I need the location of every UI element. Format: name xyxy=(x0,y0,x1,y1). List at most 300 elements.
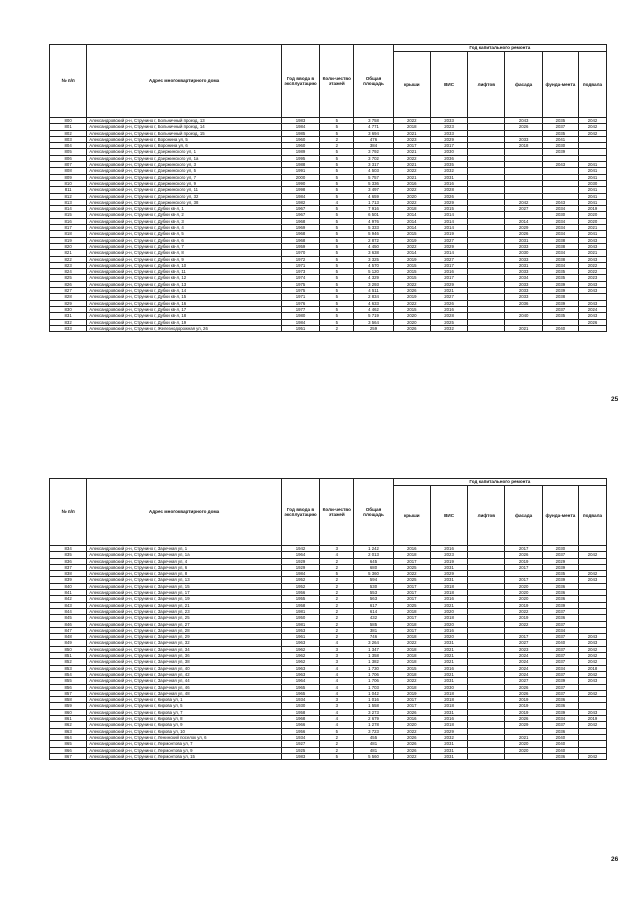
basement-year-cell: 2042 xyxy=(578,653,606,659)
row-number: 802 xyxy=(50,130,87,136)
address-cell: Александровский р-н, Струнино г, Больничный проезд, 14 xyxy=(87,124,282,130)
address-cell: Александровский р-н, Струнино г, Заречная ул, 40 xyxy=(87,665,282,671)
vis-year-cell: 2026 xyxy=(430,193,467,199)
row-number: 829 xyxy=(50,300,87,306)
vis-year-cell: 2016 xyxy=(430,596,467,602)
year-cell: 1971 xyxy=(281,294,319,300)
roof-year-cell: 2020 xyxy=(393,193,430,199)
row-number: 828 xyxy=(50,294,87,300)
foundation-year-cell: 2034 xyxy=(542,262,578,268)
col-year-header: Год ввода в эксплуатацию xyxy=(281,45,319,118)
roof-year-cell: 2018 xyxy=(393,634,430,640)
roof-year-cell: 2014 xyxy=(393,225,430,231)
roof-year-cell: 2026 xyxy=(393,325,430,331)
year-cell: 1981 xyxy=(281,608,319,614)
foundation-year-cell: 2037 xyxy=(542,690,578,696)
vis-year-cell: 2016 xyxy=(430,627,467,633)
foundation-year-cell: 2038 xyxy=(542,256,578,262)
basement-year-cell: 2042 xyxy=(578,124,606,130)
year-cell: 1972 xyxy=(281,256,319,262)
roof-year-cell: 2026 xyxy=(393,709,430,715)
roof-year-cell: 2022 xyxy=(393,155,430,161)
vis-year-cell: 2029 xyxy=(430,136,467,142)
floors-cell: 5 xyxy=(320,269,354,275)
col-floors-header: Коли-чество этажей xyxy=(320,45,354,118)
area-cell: 5 333 xyxy=(354,225,393,231)
vis-year-cell: 2031 xyxy=(430,640,467,646)
row-number: 859 xyxy=(50,703,87,709)
area-cell: 4 503 xyxy=(354,168,393,174)
vis-year-cell: 2014 xyxy=(430,225,467,231)
roof-year-cell: 2020 xyxy=(393,319,430,325)
address-cell: Александровский р-н, Струнино г, Кирова ул, 1 xyxy=(87,697,282,703)
floors-cell: 5 xyxy=(320,294,354,300)
vis-year-cell: 2026 xyxy=(430,300,467,306)
year-cell: 1985 xyxy=(281,130,319,136)
vis-year-cell: 2029 xyxy=(430,728,467,734)
basement-year-cell: 2020 xyxy=(578,218,606,224)
col-lift-header: лифтов xyxy=(468,52,505,118)
vis-year-cell: 2018 xyxy=(430,615,467,621)
address-cell: Александровский р-н, Струнино г, Дубки кв-л, 3 xyxy=(87,218,282,224)
floors-cell: 4 xyxy=(320,640,354,646)
vis-year-cell: 2023 xyxy=(430,124,467,130)
basement-year-cell: 2030 xyxy=(578,180,606,186)
row-number: 851 xyxy=(50,653,87,659)
roof-year-cell: 2026 xyxy=(393,747,430,753)
facade-year-cell: 2021 xyxy=(505,325,542,331)
floors-cell: 5 xyxy=(320,243,354,249)
row-number: 863 xyxy=(50,728,87,734)
foundation-year-cell: 2037 xyxy=(542,608,578,614)
foundation-year-cell: 2038 xyxy=(542,237,578,243)
row-number: 805 xyxy=(50,149,87,155)
area-cell: 530 xyxy=(354,583,393,589)
address-cell: Александровский р-н, Струнино г, Ленинский поселок ул, 6 xyxy=(87,734,282,740)
vis-year-cell: 2017 xyxy=(430,143,467,149)
facade-year-cell: 2019 xyxy=(505,558,542,564)
year-cell: 1968 xyxy=(281,237,319,243)
year-cell: 1983 xyxy=(281,118,319,124)
area-cell: 3 758 xyxy=(354,118,393,124)
address-cell: Александровский р-н, Струнино г, Заречная ул, 38 xyxy=(87,659,282,665)
address-cell: Александровский р-н, Струнино г, Заречная ул, 42 xyxy=(87,671,282,677)
year-cell: 1968 xyxy=(281,231,319,237)
facade-year-cell: 2019 xyxy=(505,615,542,621)
row-number: 804 xyxy=(50,143,87,149)
foundation-year-cell: 2036 xyxy=(542,703,578,709)
vis-year-cell: 2036 xyxy=(430,155,467,161)
vis-year-cell: 2030 xyxy=(430,684,467,690)
row-number: 839 xyxy=(50,577,87,583)
floors-cell: 3 xyxy=(320,546,354,552)
year-cell: 1960 xyxy=(281,143,319,149)
vis-year-cell: 2021 xyxy=(430,288,467,294)
area-cell: 1 730 xyxy=(354,665,393,671)
address-cell: Александровский р-н, Струнино г, Заречная ул, 32 xyxy=(87,640,282,646)
foundation-year-cell: 2034 xyxy=(542,250,578,256)
basement-year-cell: 2043 xyxy=(578,281,606,287)
floors-cell: 5 xyxy=(320,281,354,287)
roof-year-cell: 2022 xyxy=(393,199,430,205)
address-cell: Александровский р-н, Струнино г, Дубки кв-л, 11 xyxy=(87,269,282,275)
vis-year-cell: 2019 xyxy=(430,231,467,237)
facade-year-cell: 2033 xyxy=(505,243,542,249)
foundation-year-cell: 2036 xyxy=(542,728,578,734)
roof-year-cell: 2025 xyxy=(393,564,430,570)
year-cell: 1961 xyxy=(281,634,319,640)
year-cell: 1984 xyxy=(281,319,319,325)
vis-year-cell: 2033 xyxy=(430,118,467,124)
vis-year-cell: 2016 xyxy=(430,716,467,722)
area-cell: 2 679 xyxy=(354,716,393,722)
basement-year-cell: 2041 xyxy=(578,231,606,237)
facade-year-cell: 2034 xyxy=(505,275,542,281)
address-cell: Александровский р-н, Струнино г, Заречная ул, 48 xyxy=(87,690,282,696)
floors-cell: 5 xyxy=(320,262,354,268)
vis-year-cell: 2035 xyxy=(430,162,467,168)
row-number: 867 xyxy=(50,753,87,759)
address-cell: Александровский р-н, Струнино г, Дзержинского ул, 1 xyxy=(87,149,282,155)
roof-year-cell: 2015 xyxy=(393,262,430,268)
address-cell: Александровский р-н, Струнино г, Заречная ул, 1а xyxy=(87,552,282,558)
roof-year-cell: 2014 xyxy=(393,218,430,224)
facade-year-cell: 2020 xyxy=(505,747,542,753)
vis-year-cell: 2018 xyxy=(430,703,467,709)
address-cell: Александровский р-н, Струнино г, Дубки кв-л, 9 xyxy=(87,256,282,262)
row-number: 809 xyxy=(50,174,87,180)
address-cell: Александровский р-н, Струнино г, Дзержинского ул, 1а xyxy=(87,155,282,161)
area-cell: 6 501 xyxy=(354,212,393,218)
roof-year-cell: 2019 xyxy=(393,256,430,262)
address-cell: Александровский р-н, Струнино г, Заречная ул, 17 xyxy=(87,590,282,596)
foundation-year-cell: 2037 xyxy=(542,621,578,627)
vis-year-cell: 2031 xyxy=(430,741,467,747)
facade-year-cell: 2042 xyxy=(505,199,542,205)
foundation-year-cell: 2030 xyxy=(542,546,578,552)
address-cell: Александровский р-н, Струнино г, Воронина ул, 6 xyxy=(87,143,282,149)
roof-year-cell: 2017 xyxy=(393,697,430,703)
row-number: 808 xyxy=(50,168,87,174)
floors-cell: 2 xyxy=(320,741,354,747)
year-cell: 1950 xyxy=(281,615,319,621)
facade-year-cell: 2023 xyxy=(505,646,542,652)
repair-year-group-header: Год капитального ремонта xyxy=(393,45,606,52)
col-roof-header: крыши xyxy=(393,52,430,118)
facade-year-cell: 2027 xyxy=(505,640,542,646)
foundation-year-cell: 2037 xyxy=(542,722,578,728)
row-number: 852 xyxy=(50,659,87,665)
facade-year-cell: 2019 xyxy=(505,709,542,715)
roof-year-cell: 2019 xyxy=(393,294,430,300)
area-cell: 5 120 xyxy=(354,269,393,275)
floors-cell: 5 xyxy=(320,130,354,136)
facade-year-cell: 2020 xyxy=(505,583,542,589)
roof-year-cell: 2018 xyxy=(393,653,430,659)
lift-year-cell xyxy=(468,325,505,331)
roof-year-cell: 2015 xyxy=(393,231,430,237)
facade-year-cell: 2017 xyxy=(505,634,542,640)
facade-year-cell: 2031 xyxy=(505,262,542,268)
row-number: 819 xyxy=(50,237,87,243)
roof-year-cell: 2015 xyxy=(393,275,430,281)
foundation-year-cell: 2034 xyxy=(542,218,578,224)
roof-year-cell: 2020 xyxy=(393,313,430,319)
row-number: 841 xyxy=(50,590,87,596)
area-cell: 1 382 xyxy=(354,659,393,665)
address-cell: Александровский р-н, Струнино г, Дубки кв-л, 19 xyxy=(87,319,282,325)
area-cell: 594 xyxy=(354,577,393,583)
col-facade-header: фасада xyxy=(505,486,542,546)
facade-year-cell: 2020 xyxy=(505,741,542,747)
col-vis-header: ВИС xyxy=(430,486,467,546)
address-cell: Александровский р-н, Струнино г, Заречная ул, 8 xyxy=(87,571,282,577)
col-address-header: Адрес многоквартирного дома xyxy=(87,45,282,118)
facade-year-cell: 2020 xyxy=(505,590,542,596)
area-cell: 3 293 xyxy=(354,281,393,287)
lift-year-cell xyxy=(468,753,505,759)
roof-year-cell: 2018 xyxy=(393,124,430,130)
vis-year-cell: 2031 xyxy=(430,747,467,753)
basement-year-cell: 2021 xyxy=(578,225,606,231)
row-number: 834 xyxy=(50,546,87,552)
facade-year-cell: 2020 xyxy=(505,596,542,602)
facade-year-cell: 2024 xyxy=(505,671,542,677)
year-cell: 1984 xyxy=(281,571,319,577)
address-cell: Александровский р-н, Струнино г, Дубки кв-л, 13 xyxy=(87,281,282,287)
area-cell: 5 336 xyxy=(354,180,393,186)
facade-year-cell: 2021 xyxy=(505,734,542,740)
foundation-year-cell: 2041 xyxy=(542,136,578,142)
foundation-year-cell: 2040 xyxy=(542,734,578,740)
vis-year-cell: 2031 xyxy=(430,678,467,684)
basement-year-cell: 2042 xyxy=(578,571,606,577)
area-cell: 617 xyxy=(354,602,393,608)
row-number: 817 xyxy=(50,225,87,231)
col-facade-header: фасада xyxy=(505,52,542,118)
address-cell: Александровский р-н, Струнино г, Дубки кв-л, 16 xyxy=(87,300,282,306)
year-cell: 1929 xyxy=(281,558,319,564)
row-number: 856 xyxy=(50,684,87,690)
basement-year-cell: 2043 xyxy=(578,237,606,243)
vis-year-cell: 2031 xyxy=(430,174,467,180)
facade-year-cell: 2033 xyxy=(505,136,542,142)
basement-year-cell: 2043 xyxy=(578,709,606,715)
row-number: 842 xyxy=(50,596,87,602)
roof-year-cell: 2026 xyxy=(393,734,430,740)
vis-year-cell: 2027 xyxy=(430,237,467,243)
roof-year-cell: 2018 xyxy=(393,552,430,558)
row-number: 845 xyxy=(50,615,87,621)
row-number: 844 xyxy=(50,608,87,614)
address-cell: Александровский р-н, Струнино г, Заречная ул, 36 xyxy=(87,653,282,659)
year-cell: 1925 xyxy=(281,747,319,753)
vis-year-cell: 2021 xyxy=(430,653,467,659)
vis-year-cell: 2016 xyxy=(430,180,467,186)
row-number: 865 xyxy=(50,741,87,747)
facade-year-cell: 2026 xyxy=(505,684,542,690)
vis-year-cell: 2019 xyxy=(430,558,467,564)
area-cell: 5 757 xyxy=(354,174,393,180)
year-cell: 1967 xyxy=(281,206,319,212)
basement-year-cell: 2041 xyxy=(578,199,606,205)
col-basement-header: подвала xyxy=(578,52,606,118)
area-cell: 3 723 xyxy=(354,728,393,734)
foundation-year-cell: 2040 xyxy=(542,325,578,331)
basement-year-cell: 2041 xyxy=(578,187,606,193)
foundation-year-cell: 2037 xyxy=(542,653,578,659)
year-cell: 1973 xyxy=(281,269,319,275)
area-cell: 3 264 xyxy=(354,640,393,646)
roof-year-cell: 2022 xyxy=(393,118,430,124)
roof-year-cell: 2023 xyxy=(393,136,430,142)
facade-year-cell xyxy=(505,753,542,759)
address-cell: Александровский р-н, Струнино г, Дубки кв-л, 10 xyxy=(87,262,282,268)
facade-year-cell: 2022 xyxy=(505,621,542,627)
roof-year-cell: 2019 xyxy=(393,237,430,243)
area-cell: 3 564 xyxy=(354,319,393,325)
basement-year-cell: 2042 xyxy=(578,130,606,136)
basement-year-cell: 2043 xyxy=(578,678,606,684)
floors-cell: 2 xyxy=(320,590,354,596)
foundation-year-cell: 2036 xyxy=(542,753,578,759)
roof-year-cell: 2026 xyxy=(393,741,430,747)
row-number: 848 xyxy=(50,634,87,640)
row-number: 827 xyxy=(50,288,87,294)
area-cell: 4 570 xyxy=(354,262,393,268)
vis-year-cell: 2029 xyxy=(430,243,467,249)
table-body-2 xyxy=(50,546,607,760)
roof-year-cell: 2016 xyxy=(393,546,430,552)
year-cell: 1969 xyxy=(281,225,319,231)
floors-cell: 2 xyxy=(320,583,354,589)
basement-year-cell: 2022 xyxy=(578,262,606,268)
row-number: 866 xyxy=(50,747,87,753)
facade-year-cell: 2030 xyxy=(505,250,542,256)
row-number: 861 xyxy=(50,716,87,722)
address-cell: Александровский р-н, Струнино г, Заречная ул, 1 xyxy=(87,546,282,552)
year-cell: 1988 xyxy=(281,162,319,168)
floors-cell: 2 xyxy=(320,615,354,621)
facade-year-cell: 2043 xyxy=(505,118,542,124)
vis-year-cell: 2018 xyxy=(430,722,467,728)
row-number: 807 xyxy=(50,162,87,168)
floors-cell: 4 xyxy=(320,671,354,677)
row-number: 822 xyxy=(50,256,87,262)
row-number: 846 xyxy=(50,621,87,627)
facade-year-cell: 2029 xyxy=(505,225,542,231)
capital-repair-table-2 xyxy=(49,478,607,760)
address-cell: Александровский р-н, Струнино г, Лермонтова ул, 15 xyxy=(87,753,282,759)
row-number: 826 xyxy=(50,281,87,287)
row-number: 853 xyxy=(50,665,87,671)
facade-year-cell: 2027 xyxy=(505,678,542,684)
address-cell: Александровский р-н, Струнино г, Заречная ул, 15 xyxy=(87,583,282,589)
basement-year-cell: 2043 xyxy=(578,313,606,319)
foundation-year-cell: 2034 xyxy=(542,627,578,633)
floors-cell: 3 xyxy=(320,659,354,665)
address-cell: Александровский р-н, Струнино г, Дзержинского ул, 9 xyxy=(87,180,282,186)
vis-year-cell: 2014 xyxy=(430,218,467,224)
area-cell: 5 946 xyxy=(354,231,393,237)
vis-year-cell: 2025 xyxy=(430,319,467,325)
area-cell: 3 792 xyxy=(354,149,393,155)
vis-year-cell: 2031 xyxy=(430,564,467,570)
address-cell: Александровский р-н, Струнино г, Заречная ул, 6 xyxy=(87,564,282,570)
area-cell: 3 638 xyxy=(354,250,393,256)
foundation-year-cell: 2043 xyxy=(542,199,578,205)
floors-cell: 4 xyxy=(320,722,354,728)
facade-year-cell: 2033 xyxy=(505,294,542,300)
roof-year-cell: 2022 xyxy=(393,168,430,174)
facade-year-cell: 2036 xyxy=(505,300,542,306)
row-number: 823 xyxy=(50,262,87,268)
vis-year-cell: 2018 xyxy=(430,690,467,696)
foundation-year-cell: 2037 xyxy=(542,306,578,312)
roof-year-cell: 2021 xyxy=(393,174,430,180)
area-cell: 4 976 xyxy=(354,218,393,224)
area-cell: 384 xyxy=(354,143,393,149)
foundation-year-cell: 2035 xyxy=(542,130,578,136)
area-cell: 553 xyxy=(354,590,393,596)
roof-year-cell: 2018 xyxy=(393,206,430,212)
foundation-year-cell: 2036 xyxy=(542,615,578,621)
basement-year-cell: 2018 xyxy=(578,665,606,671)
foundation-year-cell: 2037 xyxy=(542,684,578,690)
floors-cell: 5 xyxy=(320,728,354,734)
address-cell: Александровский р-н, Струнино г, Дзержинского ул, 38 xyxy=(87,199,282,205)
floors-cell: 5 xyxy=(320,124,354,130)
foundation-year-cell: 2037 xyxy=(542,124,578,130)
year-cell: 1956 xyxy=(281,728,319,734)
roof-year-cell: 2017 xyxy=(393,627,430,633)
roof-year-cell: 2021 xyxy=(393,130,430,136)
roof-year-cell: 2015 xyxy=(393,665,430,671)
foundation-year-cell: 2035 xyxy=(542,118,578,124)
area-cell: 481 xyxy=(354,741,393,747)
roof-year-cell: 2018 xyxy=(393,684,430,690)
floors-cell: 3 xyxy=(320,653,354,659)
foundation-year-cell: 2038 xyxy=(542,294,578,300)
foundation-year-cell: 2036 xyxy=(542,596,578,602)
year-cell: 1995 xyxy=(281,155,319,161)
basement-year-cell: 2043 xyxy=(578,243,606,249)
roof-year-cell: 2022 xyxy=(393,281,430,287)
table-row xyxy=(50,753,607,759)
basement-year-cell: 2043 xyxy=(578,634,606,640)
roof-year-cell: 2022 xyxy=(393,678,430,684)
year-cell: 1976 xyxy=(281,300,319,306)
address-cell: Александровский р-н, Струнино г, Заречная ул, 29 xyxy=(87,634,282,640)
page-number: 26 xyxy=(611,856,619,863)
year-cell: 1982 xyxy=(281,199,319,205)
floors-cell: 3 xyxy=(320,703,354,709)
vis-year-cell: 2032 xyxy=(430,168,467,174)
row-number: 833 xyxy=(50,325,87,331)
year-cell: 1927 xyxy=(281,741,319,747)
floors-cell: 2 xyxy=(320,564,354,570)
floors-cell: 5 xyxy=(320,155,354,161)
address-cell: Александровский р-н, Струнино г, Кирова ул, 9 xyxy=(87,722,282,728)
col-area-header: Общая площадь xyxy=(354,45,393,118)
floors-cell: 2 xyxy=(320,627,354,633)
foundation-year-cell: 2034 xyxy=(542,225,578,231)
floors-cell: 4 xyxy=(320,665,354,671)
foundation-year-cell: 2040 xyxy=(542,640,578,646)
year-cell: 1965 xyxy=(281,684,319,690)
year-cell: 1970 xyxy=(281,250,319,256)
year-cell: 1929 xyxy=(281,564,319,570)
